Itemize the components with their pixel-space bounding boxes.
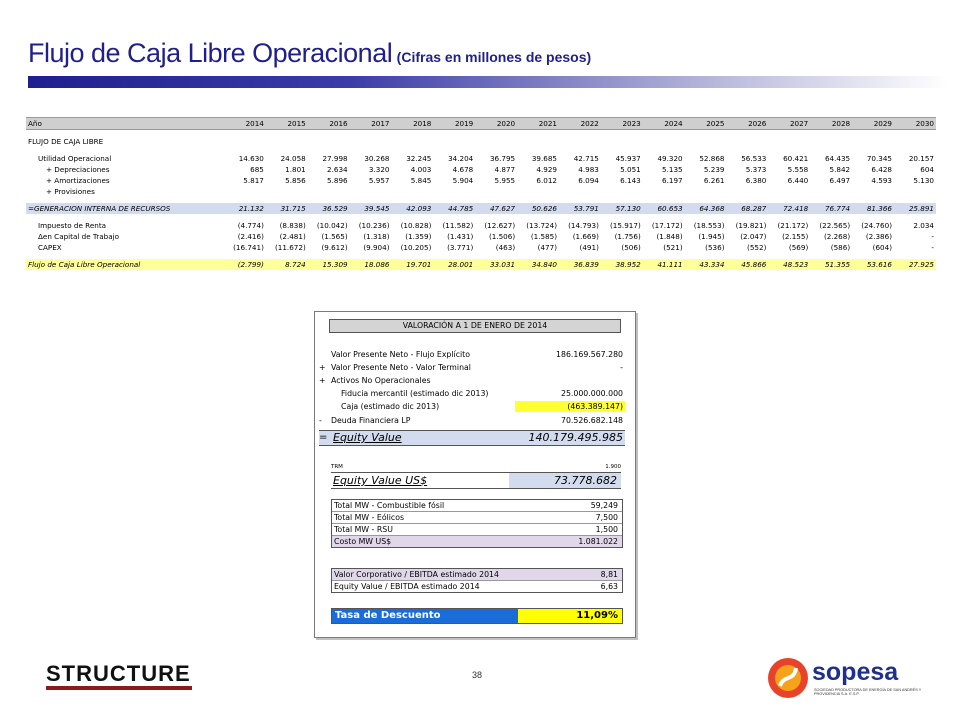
table-row: [26, 153, 936, 164]
row-value: 70.345: [866, 154, 892, 163]
row-value: (18.553): [693, 221, 725, 230]
row-value: [392, 136, 434, 147]
mw-label: Total MW - Eólicos: [334, 513, 405, 522]
valuation-sign: +: [319, 376, 326, 385]
row-value: 2027: [768, 118, 810, 130]
table-row: [26, 186, 936, 197]
valuation-item: [319, 401, 625, 412]
row-value: 2020: [475, 118, 517, 130]
equity-usd-label: Equity Value US$: [333, 474, 428, 487]
row-value: 34.204: [448, 154, 474, 163]
row-value: [601, 186, 643, 197]
row-value: 5.051: [620, 165, 641, 174]
row-value: (536): [705, 243, 725, 252]
valuation-label: Activos No Operacionales: [331, 376, 431, 385]
row-value: 21.132: [224, 203, 266, 214]
row-value: 72.418: [768, 203, 810, 214]
row-label: Impuesto de Renta: [38, 221, 107, 230]
row-value: 49.320: [657, 154, 683, 163]
valuation-value: -: [620, 363, 623, 372]
row-value: 42.715: [573, 154, 599, 163]
row-value: 2.634: [327, 165, 348, 174]
row-value: 2028: [810, 118, 852, 130]
page-title: [28, 38, 591, 69]
row-value: (9.904): [363, 243, 390, 252]
row-value: 5.239: [703, 165, 725, 174]
row-value: [810, 136, 852, 147]
row-value: [643, 136, 685, 147]
row-value: 2019: [433, 118, 475, 130]
row-value: [768, 186, 810, 197]
valuation-value: 25.000.000.000: [560, 389, 623, 398]
row-value: (1.669): [572, 232, 599, 241]
row-value: 5.845: [410, 176, 432, 185]
row-value: [350, 186, 392, 197]
mw-value: 1.081.022: [578, 537, 618, 546]
row-value: (506): [621, 243, 641, 252]
table-row: [26, 231, 936, 242]
row-value: 18.086: [350, 259, 392, 270]
row-value: (1.848): [656, 232, 683, 241]
discount-rate-label: Tasa de Descuento: [332, 609, 518, 623]
valuation-item: [319, 362, 625, 373]
equity-usd-value: 73.778.682: [509, 473, 621, 488]
row-value: (552): [747, 243, 767, 252]
row-value: (1.431): [447, 232, 474, 241]
section-title-row: [26, 136, 936, 147]
row-label: CAPEX: [38, 243, 62, 252]
row-value: 60.653: [643, 203, 685, 214]
row-value: (2.416): [237, 232, 264, 241]
title-rule: [28, 76, 948, 88]
row-value: (10.828): [400, 221, 432, 230]
row-value: 27.925: [894, 259, 936, 270]
row-value: 4.678: [452, 165, 474, 174]
row-value: (11.582): [442, 221, 474, 230]
sopesa-emblem-icon: [766, 656, 810, 700]
row-value: [433, 136, 475, 147]
row-value: (4.774): [237, 221, 264, 230]
row-value: 39.545: [350, 203, 392, 214]
ebitda-label: Valor Corporativo / EBITDA estimado 2014: [334, 570, 499, 579]
discount-rate-value: 11,09%: [518, 609, 622, 623]
table-row: [26, 175, 936, 186]
row-value: (1.506): [488, 232, 516, 241]
row-value: [224, 136, 266, 147]
valuation-sign: -: [319, 416, 322, 425]
row-value: 33.031: [475, 259, 517, 270]
row-value: 81.366: [852, 203, 894, 214]
row-value: [727, 186, 769, 197]
sopesa-logo: [766, 656, 946, 700]
row-value: [643, 186, 685, 197]
equity-sign: =: [319, 432, 328, 443]
row-value: 45.866: [727, 259, 769, 270]
row-value: [266, 186, 308, 197]
row-label: Flujo de Caja Libre Operacional: [26, 259, 224, 270]
row-value: [475, 136, 517, 147]
row-label: + Depreciaciones: [46, 165, 110, 174]
row-value: 4.929: [536, 165, 557, 174]
row-value: 27.998: [322, 154, 348, 163]
row-value: 2018: [392, 118, 434, 130]
row-value: 2021: [517, 118, 559, 130]
row-value: 2016: [308, 118, 350, 130]
row-value: [768, 136, 810, 147]
row-value: (11.672): [274, 243, 306, 252]
valuation-label: Valor Presente Neto - Flujo Explícito: [331, 350, 470, 359]
row-value: [894, 186, 936, 197]
row-value: (1.756): [614, 232, 641, 241]
row-value: [810, 186, 852, 197]
valuation-item: [319, 375, 625, 386]
row-value: 34.840: [517, 259, 559, 270]
row-value: 6.440: [787, 176, 809, 185]
ebitda-table: [331, 568, 623, 593]
row-value: 5.957: [368, 176, 390, 185]
row-value: 2017: [350, 118, 392, 130]
valuation-header: VALORACIÓN A 1 DE ENERO DE 2014: [329, 319, 621, 333]
row-value: 6.143: [620, 176, 641, 185]
row-value: 3.320: [368, 165, 390, 174]
valuation-value: (463.389.147): [515, 401, 625, 412]
row-label: Utilidad Operacional: [38, 154, 112, 163]
row-value: 43.334: [685, 259, 727, 270]
row-value: 60.421: [783, 154, 809, 163]
row-value: 5.856: [285, 176, 306, 185]
row-value: (14.793): [568, 221, 599, 230]
valuation-value: 186.169.567.280: [556, 350, 623, 359]
row-value: 6.380: [745, 176, 767, 185]
row-value: -: [931, 243, 934, 252]
row-value: [266, 136, 308, 147]
row-value: (604): [872, 243, 892, 252]
discount-rate-row: [331, 608, 623, 624]
row-value: (8.838): [279, 221, 306, 230]
row-value: (1.359): [405, 232, 432, 241]
row-value: (16.741): [233, 243, 264, 252]
row-value: 5.130: [913, 176, 934, 185]
row-value: 685: [250, 165, 264, 174]
ebitda-value: 6,63: [600, 582, 618, 591]
row-value: (17.172): [651, 221, 683, 230]
row-value: (569): [788, 243, 809, 252]
row-value: (19.821): [735, 221, 767, 230]
row-value: 2014: [224, 118, 266, 130]
row-value: 39.685: [531, 154, 557, 163]
row-value: [727, 136, 769, 147]
row-value: 31.715: [266, 203, 308, 214]
row-value: [308, 136, 350, 147]
row-value: (13.724): [526, 221, 557, 230]
valuation-sign: +: [319, 363, 326, 372]
row-value: 76.774: [810, 203, 852, 214]
row-value: [517, 136, 559, 147]
structure-logo: [46, 663, 196, 691]
valuation-label: Valor Presente Neto - Valor Terminal: [331, 363, 471, 372]
row-value: 5.817: [243, 176, 264, 185]
table-row: [26, 220, 936, 231]
valuation-value: 70.526.682.148: [560, 416, 623, 425]
row-value: (463): [495, 243, 516, 252]
row-value: 36.795: [489, 154, 516, 163]
equity-value-row: [319, 430, 625, 446]
ebitda-row: [332, 581, 622, 592]
row-value: (1.945): [698, 232, 725, 241]
row-value: 56.533: [741, 154, 767, 163]
trm-value: 1.900: [605, 464, 621, 470]
row-label: + Amortizaciones: [46, 176, 110, 185]
row-value: 45.937: [615, 154, 641, 163]
row-value: (1.565): [321, 232, 348, 241]
row-value: [308, 186, 350, 197]
row-value: 2026: [727, 118, 769, 130]
row-value: 57.130: [601, 203, 643, 214]
row-value: [894, 136, 936, 147]
row-value: 5.842: [829, 165, 851, 174]
year-header-row: [26, 118, 936, 130]
structure-logo-text: STRUCTURE: [46, 661, 191, 686]
row-value: 50.626: [517, 203, 559, 214]
row-value: 6.428: [871, 165, 892, 174]
row-value: 28.001: [433, 259, 475, 270]
row-value: 2024: [643, 118, 685, 130]
row-value: (1.318): [363, 232, 390, 241]
generacion-row: [26, 203, 936, 214]
page-number: 38: [472, 670, 483, 680]
row-value: [392, 186, 434, 197]
row-value: 20.157: [908, 154, 934, 163]
row-value: 24.058: [280, 154, 306, 163]
mw-value: 7,500: [595, 513, 618, 522]
row-value: 47.627: [475, 203, 517, 214]
valuation-label: Caja (estimado dic 2013): [341, 402, 440, 411]
row-value: 2015: [266, 118, 308, 130]
row-value: 5.135: [662, 165, 683, 174]
row-value: (21.172): [777, 221, 809, 230]
row-value: 30.268: [364, 154, 390, 163]
row-value: 19.701: [392, 259, 434, 270]
row-value: 44.785: [433, 203, 475, 214]
row-value: 6.497: [829, 176, 851, 185]
row-value: 64.435: [824, 154, 851, 163]
row-value: 48.523: [768, 259, 810, 270]
title-subtitle: (Cifras en millones de pesos): [396, 49, 592, 65]
ebitda-row: [332, 569, 622, 581]
row-label: =GENERACION INTERNA DE RECURSOS: [26, 203, 224, 214]
row-value: (10.236): [358, 221, 390, 230]
row-value: 38.952: [601, 259, 643, 270]
ebitda-label: Equity Value / EBITDA estimado 2014: [334, 582, 480, 591]
flujo-row: [26, 259, 936, 270]
row-value: (24.760): [861, 221, 892, 230]
row-value: (2.481): [279, 232, 306, 241]
row-value: [224, 186, 266, 197]
row-value: 5.955: [494, 176, 516, 185]
trm-row: [331, 462, 621, 472]
row-value: 52.868: [699, 154, 725, 163]
table-row: [26, 242, 936, 253]
valuation-panel: [314, 311, 636, 638]
row-label: + Provisiones: [46, 187, 95, 196]
row-value: 64.368: [685, 203, 727, 214]
valuation-item: [319, 349, 625, 360]
mw-label: Total MW - Combustible fósil: [334, 501, 445, 510]
cash-flow-table: [26, 117, 936, 270]
row-value: (12.627): [484, 221, 516, 230]
row-value: [559, 136, 601, 147]
equity-usd-row: [331, 472, 621, 489]
row-label: Año: [26, 118, 224, 130]
mw-row: [332, 536, 622, 547]
row-value: (9.612): [321, 243, 348, 252]
row-value: (491): [579, 243, 599, 252]
row-value: [601, 136, 643, 147]
row-value: 41.111: [643, 259, 685, 270]
row-value: (10.205): [400, 243, 432, 252]
row-value: 5.373: [745, 165, 767, 174]
mw-label: Total MW - RSU: [334, 525, 393, 534]
mw-value: 1,500: [595, 525, 618, 534]
row-value: 6.197: [662, 176, 683, 185]
mw-table: [331, 499, 623, 548]
valuation-label: Fiducia mercantil (estimado dic 2013): [341, 389, 489, 398]
row-value: (586): [830, 243, 851, 252]
row-value: (2.155): [782, 232, 809, 241]
row-value: [685, 136, 727, 147]
row-value: 8.724: [266, 259, 308, 270]
row-value: [350, 136, 392, 147]
row-value: 2022: [559, 118, 601, 130]
ebitda-value: 8,81: [600, 570, 618, 579]
row-value: (1.585): [530, 232, 557, 241]
row-value: [685, 186, 727, 197]
row-value: (3.771): [447, 243, 474, 252]
row-value: [517, 186, 559, 197]
row-value: 4.593: [871, 176, 892, 185]
row-value: (2.799): [224, 259, 266, 270]
row-value: 25.891: [894, 203, 936, 214]
sopesa-logo-text: sopesa: [812, 658, 899, 686]
row-value: (2.047): [740, 232, 767, 241]
equity-value: 140.179.495.985: [528, 431, 623, 444]
row-value: [433, 186, 475, 197]
row-value: [559, 186, 601, 197]
row-label: FLUJO DE CAJA LIBRE: [28, 137, 104, 146]
row-value: 2029: [852, 118, 894, 130]
row-value: 2.034: [913, 221, 934, 230]
structure-logo-bar: [46, 686, 192, 690]
row-value: 4.003: [410, 165, 432, 174]
row-value: 53.616: [852, 259, 894, 270]
valuation-item: [319, 388, 625, 399]
row-value: 4.877: [494, 165, 516, 174]
row-value: (2.386): [865, 232, 892, 241]
title-main: Flujo de Caja Libre Operacional: [28, 38, 393, 68]
row-value: 2023: [601, 118, 643, 130]
trm-label: TRM: [331, 464, 343, 470]
sopesa-tagline: SOCIEDAD PRODUCTORA DE ENERGÍA DE SAN ANDRÉS Y PROVIDENCIA S.A. E.S.P.: [814, 688, 922, 697]
row-value: (521): [663, 243, 683, 252]
row-value: 6.094: [578, 176, 599, 185]
row-value: 36.839: [559, 259, 601, 270]
mw-row: [332, 500, 622, 512]
row-value: 68.287: [727, 203, 769, 214]
table-row: [26, 164, 936, 175]
row-value: 604: [920, 165, 934, 174]
row-value: 2025: [685, 118, 727, 130]
row-value: 42.093: [392, 203, 434, 214]
row-value: 5.896: [327, 176, 348, 185]
mw-label: Costo MW US$: [334, 537, 392, 546]
row-value: -: [931, 232, 934, 241]
row-value: 15.309: [308, 259, 350, 270]
row-value: 6.261: [703, 176, 725, 185]
row-label: Δen Capital de Trabajo: [38, 232, 119, 241]
mw-value: 59,249: [590, 501, 618, 510]
row-value: 53.791: [559, 203, 601, 214]
valuation-label: Deuda Financiera LP: [331, 416, 411, 425]
equity-label: Equity Value: [333, 431, 402, 444]
row-value: 51.355: [810, 259, 852, 270]
row-value: 1.801: [285, 165, 306, 174]
row-value: 2030: [894, 118, 936, 130]
row-value: (477): [537, 243, 557, 252]
row-value: [852, 136, 894, 147]
row-value: [475, 186, 517, 197]
row-value: (10.042): [316, 221, 348, 230]
row-value: [852, 186, 894, 197]
mw-row: [332, 524, 622, 536]
mw-row: [332, 512, 622, 524]
row-value: (2.268): [823, 232, 851, 241]
row-value: 32.245: [406, 154, 432, 163]
row-value: 5.558: [787, 165, 809, 174]
row-value: (15.917): [609, 221, 641, 230]
row-value: 6.012: [536, 176, 557, 185]
row-value: 5.904: [452, 176, 474, 185]
valuation-item: [319, 415, 625, 426]
row-value: 4.983: [578, 165, 599, 174]
row-value: 14.630: [238, 154, 264, 163]
row-value: (22.565): [819, 221, 851, 230]
row-value: 36.529: [308, 203, 350, 214]
